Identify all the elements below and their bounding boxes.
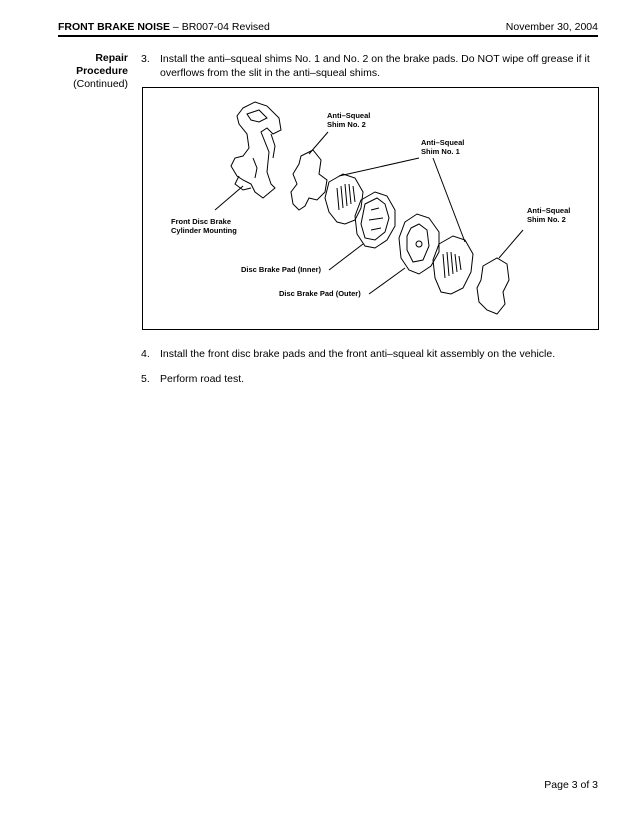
step-text: Perform road test. xyxy=(160,373,245,385)
step-number: 5. xyxy=(141,373,150,385)
header-rule xyxy=(58,35,598,37)
section-label-line2: Procedure xyxy=(76,65,128,77)
label-pad-inner: Disc Brake Pad (Inner) xyxy=(241,265,322,274)
page-header xyxy=(58,21,598,35)
document-subtitle: BR007-04 Revised xyxy=(181,21,270,33)
step-text: Install the front disc brake pads and the front anti–squeal kit assembly on the vehicle. xyxy=(160,348,556,360)
document-date: November 30, 2004 xyxy=(505,21,598,33)
section-label xyxy=(58,52,128,91)
shim-no1-left xyxy=(325,174,363,224)
label-shim-no1: Anti–Squeal Shim No. 1 xyxy=(421,138,465,156)
page-number: Page 3 of 3 xyxy=(544,779,598,791)
step-number: 4. xyxy=(141,348,150,360)
shim-no1-right xyxy=(433,236,473,294)
brake-pad-outer xyxy=(399,214,439,274)
section-label-line1: Repair xyxy=(95,52,128,64)
brake-assembly-figure xyxy=(142,87,599,330)
section-label-line3: (Continued) xyxy=(73,78,128,90)
document-title: FRONT BRAKE NOISE – BR007-04 Revised xyxy=(58,21,270,33)
shim-no2-right xyxy=(477,258,509,314)
label-cylinder-mounting: Front Disc Brake Cylinder Mounting xyxy=(171,217,237,235)
step-text: Install the anti–squeal shims No. 1 and No. 2 on the brake pads. Do NOT wipe off grease if it overflows from the slit in the anti–squeal shims. xyxy=(160,53,590,79)
label-shim-no2-left: Anti–Squeal Shim No. 2 xyxy=(327,111,371,129)
label-pad-outer: Disc Brake Pad (Outer) xyxy=(279,289,361,298)
label-shim-no2-right: Anti–Squeal Shim No. 2 xyxy=(527,206,571,224)
step-number: 3. xyxy=(141,53,150,65)
shim-no2-left xyxy=(291,150,327,210)
cylinder-mounting-bracket xyxy=(231,102,281,198)
